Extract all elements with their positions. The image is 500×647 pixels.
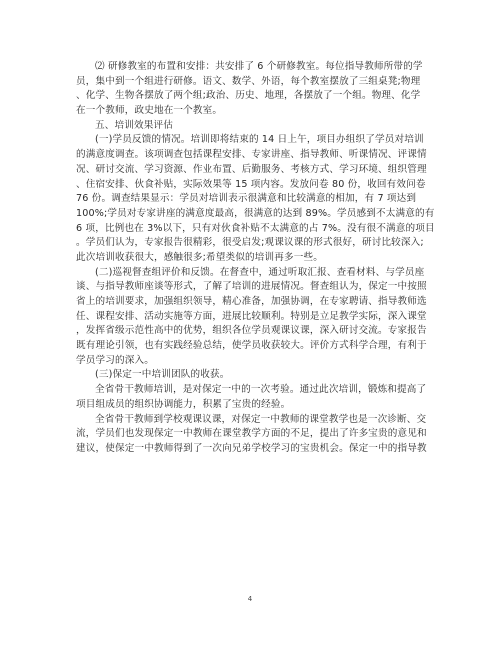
paragraph-line: (一)学员反馈的情况。培训即将结束的 14 日上午，项目办组织了学员对培训 bbox=[95, 134, 424, 146]
paragraph-line: 6 项，比例也在 3%以下，只有对伙食补贴不太满意的占 7%。没有很不满意的项目 bbox=[76, 222, 435, 234]
subsection-heading: (三)保定一中培训团队的收获。 bbox=[95, 369, 230, 381]
page-number: 4 bbox=[247, 595, 253, 603]
paragraph-line: 100%;学员对专家讲座的满意度最高，很满意的达到 89%。学员感到不太满意的有 bbox=[76, 207, 435, 219]
paragraph-line: 建议，使保定一中教师得到了一次向兄弟学校学习的宝贵机会。保定一中的指导教 bbox=[76, 442, 427, 454]
paragraph-line: 任、课程安排、活动实施等方面，进展比较顺利。特别是立足教学实际，深入课堂 bbox=[76, 310, 427, 322]
paragraph-line: 流，学员们也发现保定一中教师在课堂教学方面的不足，提出了许多宝贵的意见和 bbox=[76, 428, 427, 440]
section-heading: 五、培训效果评估 bbox=[95, 119, 173, 131]
paragraph-line: 在一个教师，政史地在一个教室。 bbox=[76, 105, 223, 117]
paragraph-line: 此次培训收获很大，感触很多;希望类似的培训再多一些。 bbox=[76, 251, 323, 263]
paragraph-line: 全省骨干教师到学校观课议课，对保定一中教师的课堂教学也是一次诊断、交 bbox=[95, 413, 427, 425]
paragraph-line: 省上的培训要求，加强组织领导，精心准备，加强协调，在专家聘请、指导教师选 bbox=[76, 296, 427, 307]
paragraph-line: 员，集中到一个组进行研修。语文、数学、外语，每个教室摆放了三组桌凳;物理 bbox=[76, 75, 421, 87]
document-body bbox=[76, 60, 435, 457]
paragraph-line: 的满意度调查。该项调查包括课程安排、专家讲座、指导教师、听课情况、评课情 bbox=[76, 149, 427, 161]
paragraph-line: 。学员们认为，专家报告很精彩，很受启发;观课议课的形式很好，研讨比较深入; bbox=[76, 237, 424, 249]
paragraph-line: 况、研讨交流、学习资源、作业布置、后勤服务、考核方式、学习环境、组织管理 bbox=[76, 163, 427, 175]
paragraph-line: 76 份。调查结果显示：学员对培训表示很满意和比较满意的相加，有 7 项达到 bbox=[76, 193, 417, 205]
paragraph-line: 既有理论引领，也有实践经验总结，使学员收获较大。评价方式科学合理，有利于 bbox=[76, 340, 427, 352]
paragraph-line: 、住宿安排、伙食补贴，实际效果等 15 项内容。发放问卷 80 份，收回有效问卷 bbox=[76, 178, 426, 190]
paragraph-line: 谈、与指导教师座谈等形式，了解了培训的进展情况。督查组认为，保定一中按照 bbox=[76, 281, 427, 293]
paragraph-line: 项目组成员的组织协调能力，积累了宝贵的经验。 bbox=[76, 398, 291, 410]
paragraph-line: ，发挥省级示范性高中的优势，组织各位学员观课议课，深入研讨交流。专家报告 bbox=[76, 325, 427, 337]
paragraph-line: 全省骨干教师培训，是对保定一中的一次考验。通过此次培训，锻炼和提高了 bbox=[95, 384, 427, 396]
paragraph-line: 学员学习的深入。 bbox=[76, 354, 154, 366]
paragraph-line: (二)巡视督查组评价和反馈。在督查中，通过听取汇报、查看材料、与学员座 bbox=[95, 266, 425, 278]
paragraph-line: ⑵ 研修教室的布置和安排：共安排了 6 个研修教室。每位指导教师所带的学 bbox=[95, 61, 423, 72]
paragraph-line: 、化学、生物各摆放了两个组;政治、历史、地理，各摆放了一个组。物理、化学 bbox=[76, 90, 421, 102]
